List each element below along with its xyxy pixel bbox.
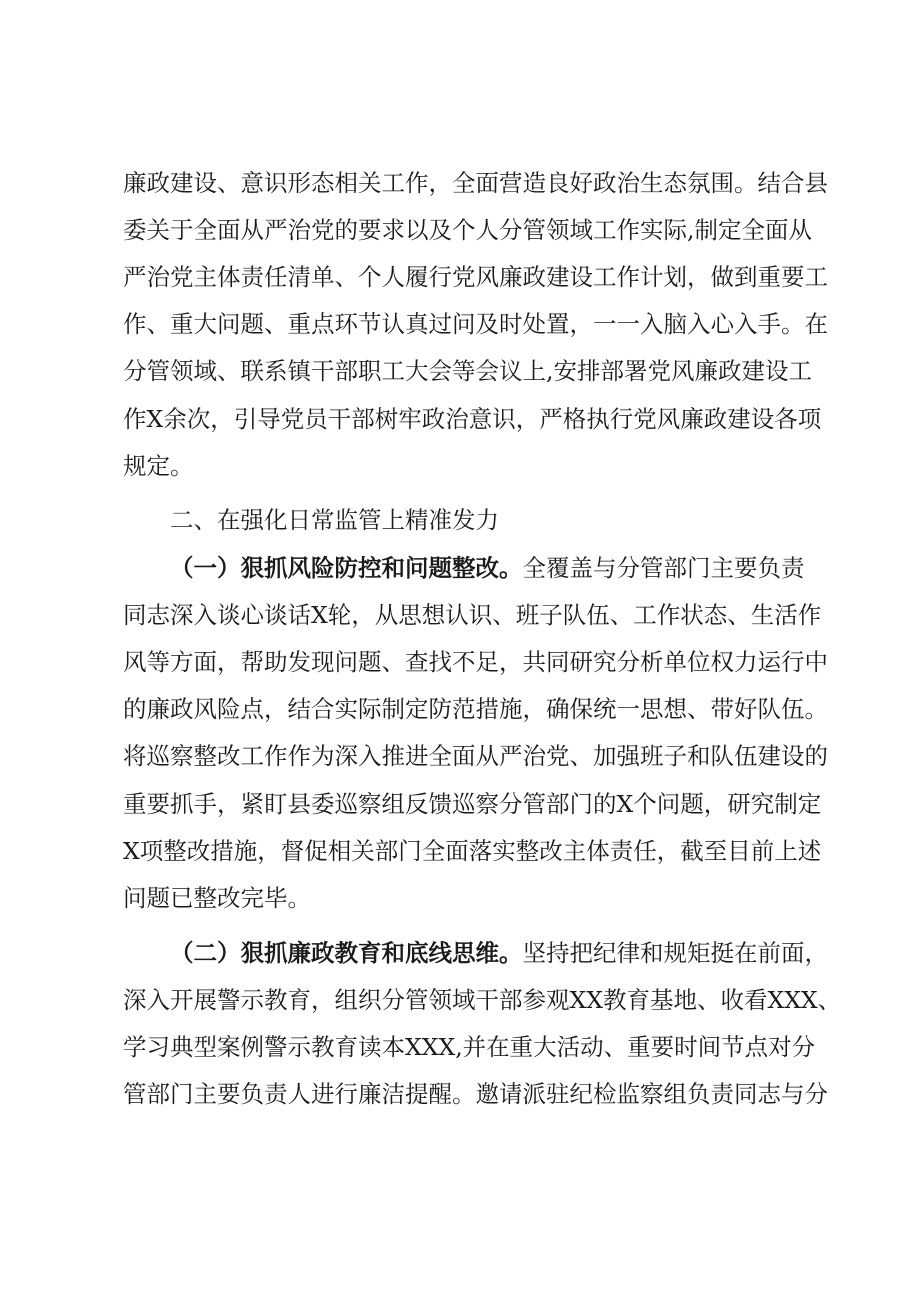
text-line: 的廉政风险点，结合实际制定防范措施，确保统一思想、带好队伍。: [123, 695, 828, 723]
text-line: 作X余次，引导党员干部树牢政治意识，严格执行党风廉政建设各项: [123, 405, 822, 433]
text-line: 深入开展警示教育，组织分管领域干部参观XX教育基地、收看XXX、: [123, 986, 842, 1014]
text-line: 作、重大问题、重点环节认真过问及时处置，一一入脑入心入手。在: [123, 310, 828, 338]
text-line: 问题已整改完毕。: [123, 884, 311, 912]
text-line: 委关于全面从严治党的要求以及个人分管领域工作实际,制定全面从: [123, 216, 812, 244]
text-line: 风等方面，帮助发现问题、查找不足，共同研究分析单位权力运行中: [123, 648, 828, 676]
paragraph-lead: （一）狠抓风险防控和问题整改。: [170, 554, 523, 582]
section-heading: 二、在强化日常监管上精准发力: [170, 506, 499, 534]
paragraph-lead-rest: 坚持把纪律和规矩挺在前面，: [522, 939, 828, 967]
paragraph-first-line: [170, 553, 805, 583]
paragraph-lead-rest: 全覆盖与分管部门主要负责: [522, 554, 805, 582]
text-line: 重要抓手，紧盯县委巡察组反馈巡察分管部门的X个问题，研究制定: [123, 790, 822, 818]
text-line: 将巡察整改工作作为深入推进全面从严治党、加强班子和队伍建设的: [123, 742, 828, 770]
text-line: 同志深入谈心谈话X轮，从思想认识、班子队伍、工作状态、生活作: [123, 601, 822, 629]
paragraph-lead: （二）狠抓廉政教育和底线思维。: [170, 939, 523, 967]
text-line: 分管领域、联系镇干部职工大会等会议上,安排部署党风廉政建设工: [123, 357, 812, 385]
text-line: X项整改措施，督促相关部门全面落实整改主体责任，截至目前上述: [123, 837, 822, 865]
text-line: 管部门主要负责人进行廉洁提醒。邀请派驻纪检监察组负责同志与分: [123, 1080, 828, 1108]
text-line: 规定。: [123, 452, 194, 480]
text-line: 廉政建设、意识形态相关工作，全面营造良好政治生态氛围。结合县: [123, 169, 828, 197]
paragraph-first-line: [170, 938, 828, 968]
text-line: 严治党主体责任清单、个人履行党风廉政建设工作计划，做到重要工: [123, 263, 828, 291]
text-line: 学习典型案例警示教育读本XXX,并在重大活动、重要时间节点对分: [123, 1033, 816, 1061]
